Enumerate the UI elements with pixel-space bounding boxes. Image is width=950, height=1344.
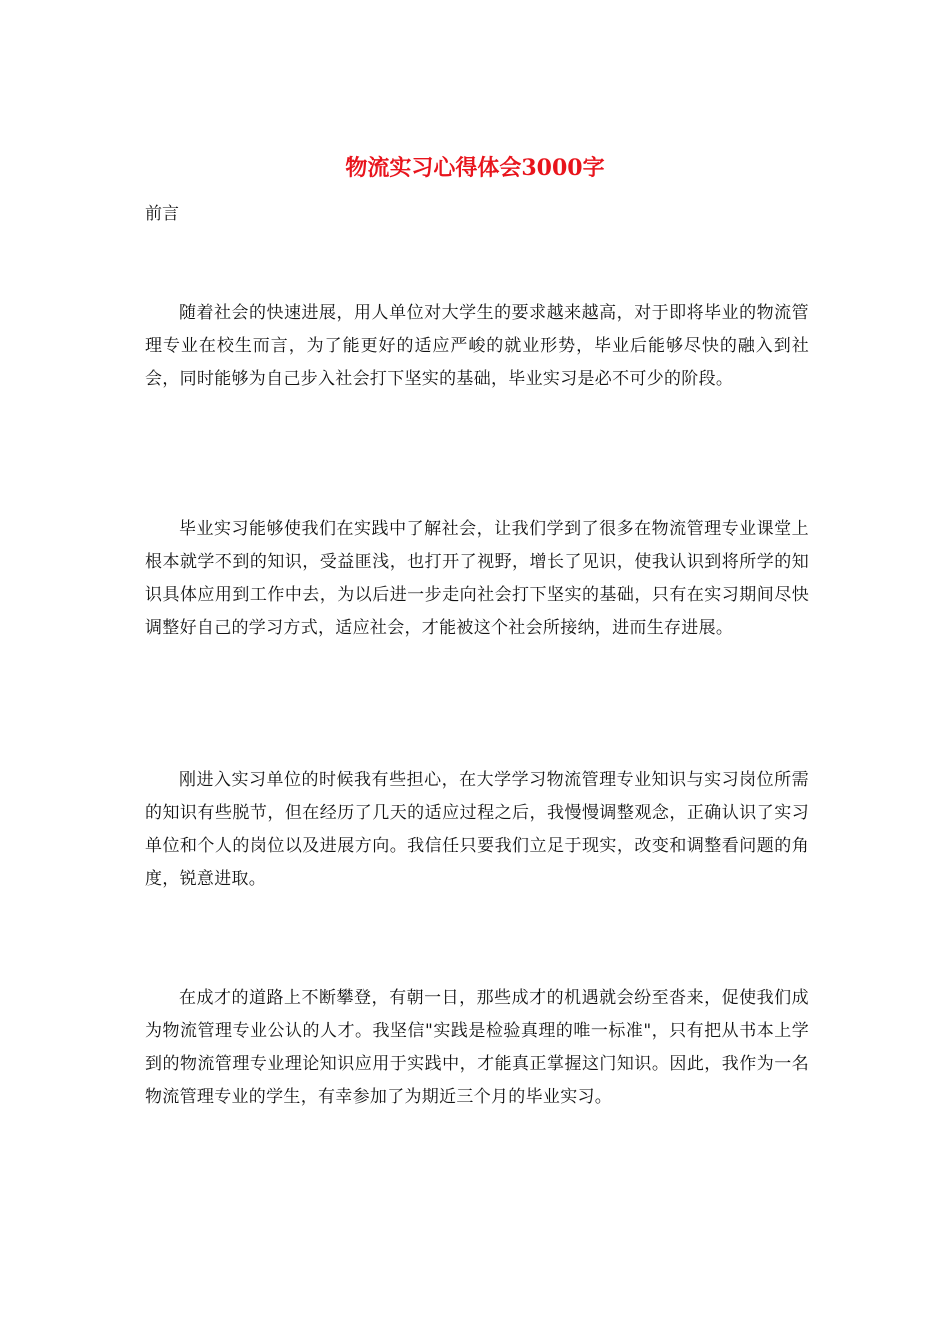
paragraph-3: 刚进入实习单位的时候我有些担心，在大学学习物流管理专业知识与实习岗位所需的知识有些脱节，但在经历了几天的适应过程之后，我慢慢调整观念，正确认识了实习单位和个人的岗位以及进展方向。我信任只要我们立足于现实，改变和调整看问题的角度，锐意进取。 — [145, 770, 809, 889]
paragraph-2: 毕业实习能够使我们在实践中了解社会，让我们学到了很多在物流管理专业课堂上根本就学不到的知识，受益匪浅，也打开了视野，增长了见识，使我认识到将所学的知识具体应用到工作中去，为以后进一步走向社会打下坚实的基础，只有在实习期间尽快调整好自己的学习方式，适应社会，才能被这个社会所接纳，进而生存进展。 — [145, 519, 809, 638]
paragraph-4: 在成才的道路上不断攀登，有朝一日，那些成才的机遇就会纷至沓来，促使我们成为物流管理专业公认的人才。我坚信"实践是检验真理的唯一标准"，只有把从书本上学到的物流管理专业理论知识应用于实践中，才能真正掌握这门知识。因此，我作为一名物流管理专业的学生，有幸参加了为期近三个月的毕业实习。 — [145, 988, 809, 1107]
document-title: 物流实习心得体会3000字 — [345, 155, 605, 181]
preface-heading: 前言 — [145, 204, 179, 224]
paragraph-1: 随着社会的快速进展，用人单位对大学生的要求越来越高，对于即将毕业的物流管理专业在校生而言，为了能更好的适应严峻的就业形势，毕业后能够尽快的融入到社会，同时能够为自己步入社会打下坚实的基础，毕业实习是必不可少的阶段。 — [145, 303, 809, 389]
